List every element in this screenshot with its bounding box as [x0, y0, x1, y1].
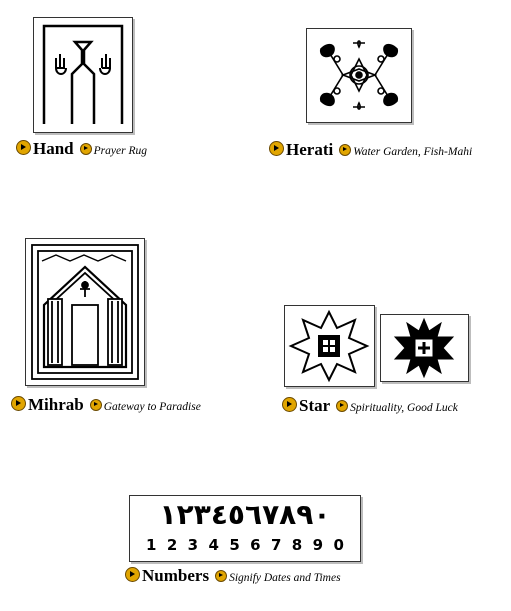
- arrow-bullet-icon: [282, 397, 297, 412]
- western-numeral: 6: [250, 536, 261, 554]
- herati-motif-image: [306, 28, 412, 123]
- arrow-bullet-icon: [336, 400, 348, 412]
- numbers-chart-image: [129, 495, 361, 562]
- western-numeral: 7: [270, 536, 282, 554]
- western-numeral: 4: [208, 536, 219, 554]
- arrow-bullet-icon: [11, 396, 26, 411]
- numbers-subtitle: Signify Dates and Times: [229, 572, 341, 584]
- star-motif-image-2: [380, 314, 469, 382]
- herati-caption: [269, 140, 472, 160]
- star-caption: [282, 396, 458, 416]
- star-motif-image-1: [284, 305, 375, 387]
- arrow-bullet-icon: [16, 140, 31, 155]
- western-numerals-row: [146, 536, 344, 554]
- star-subtitle: Spirituality, Good Luck: [350, 402, 458, 414]
- western-numeral: 5: [229, 536, 240, 554]
- herati-subtitle: Water Garden, Fish-Mahi: [353, 146, 473, 158]
- hand-caption: [16, 139, 147, 159]
- numbers-title: Numbers: [142, 566, 210, 585]
- mihrab-subtitle: Gateway to Paradise: [103, 401, 201, 413]
- western-numeral: 0: [333, 536, 344, 554]
- arrow-bullet-icon: [80, 143, 92, 155]
- hand-motif-image: [33, 17, 133, 133]
- arrow-bullet-icon: [339, 144, 351, 156]
- star-title: Star: [299, 396, 331, 415]
- numbers-caption: [125, 566, 341, 586]
- arrow-bullet-icon: [90, 399, 102, 411]
- western-numeral: 1: [146, 536, 157, 554]
- hand-subtitle: Prayer Rug: [93, 145, 147, 157]
- mihrab-title: Mihrab: [28, 395, 84, 414]
- arabic-numerals: ١٢٣٤٥٦٧٨٩٠: [159, 498, 331, 531]
- arrow-bullet-icon: [215, 570, 227, 582]
- western-numeral: 9: [312, 536, 324, 554]
- western-numeral: 3: [187, 536, 199, 554]
- mihrab-caption: [11, 395, 201, 415]
- arrow-bullet-icon: [125, 567, 140, 582]
- arrow-bullet-icon: [269, 141, 284, 156]
- western-numeral: 2: [166, 536, 178, 554]
- herati-title: Herati: [286, 140, 334, 159]
- western-numeral: 8: [291, 536, 303, 554]
- hand-title: Hand: [33, 139, 74, 158]
- mihrab-motif-image: [25, 238, 145, 386]
